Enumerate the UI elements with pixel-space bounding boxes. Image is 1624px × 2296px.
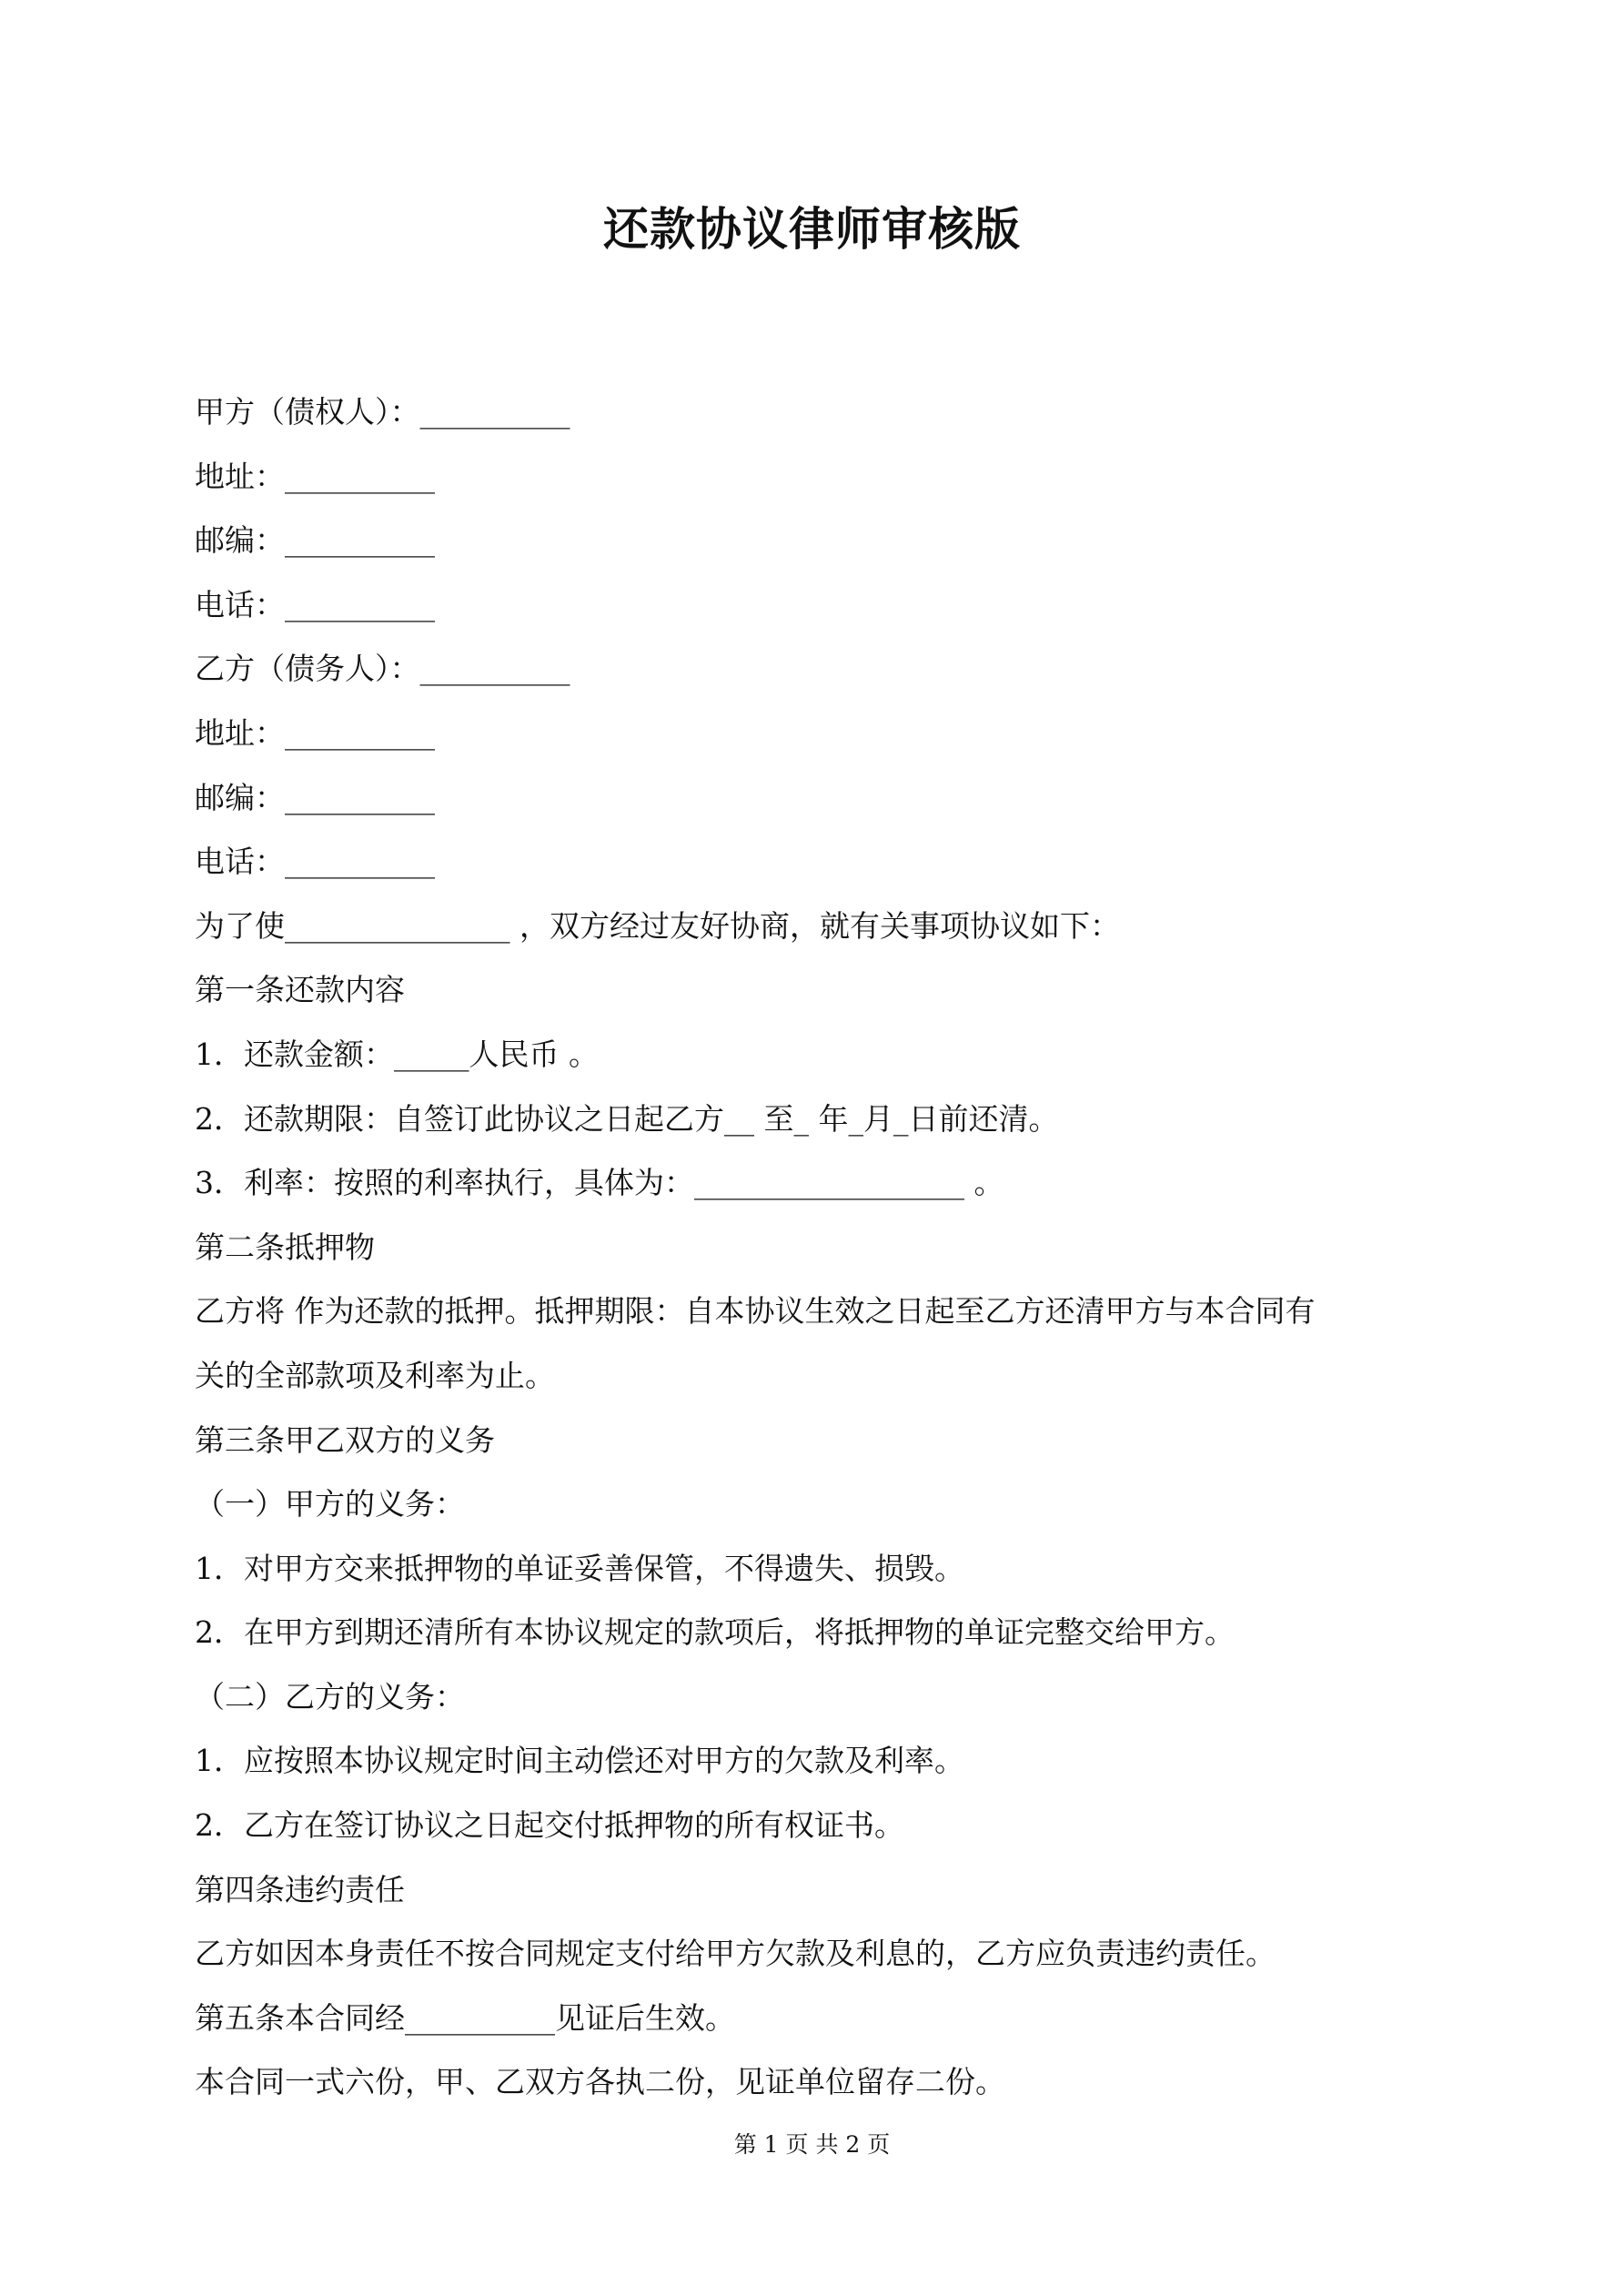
article-4-heading: 第四条违约责任 [195,1871,405,1907]
party-a-duty-1: 1．对甲方交来抵押物的单证妥善保管，不得遗失、损毁。 [195,1550,964,1586]
document-title: 还款协议律师审核版 [603,203,1021,256]
article-4-text: 乙方如因本身责任不按合同规定支付给甲方欠款及利息的，乙方应负责违约责任。 [195,1936,1276,1972]
party-a-address-line: 地址：__________ [195,458,435,494]
page-number-footer: 第 1 页 共 2 页 [733,2131,891,2158]
party-a-phone-line: 电话：__________ [195,586,435,622]
article-1-item-2: 2．还款期限：自签订此协议之日起乙方__ 至_ 年_月_日前还清。 [195,1100,1059,1137]
article-2-text-line-2: 关的全部款项及利率为止。 [195,1357,555,1393]
party-a-duty-2: 2．在甲方到期还清所有本协议规定的款项后，将抵押物的单证完整交给甲方。 [195,1614,1235,1651]
document-body [195,380,1450,2115]
article-2-heading: 第二条抵押物 [195,1229,375,1265]
party-b-phone-line: 电话：__________ [195,844,435,880]
party-a-duties-heading: （一）甲方的义务： [195,1486,465,1522]
party-a-postcode-line: 邮编：__________ [195,522,435,559]
party-a-line: 甲方（债权人）：__________ [195,394,570,430]
article-1-heading: 第一条还款内容 [195,972,405,1008]
article-2-text-line-1: 乙方将 作为还款的抵押。抵押期限：自本协议生效之日起至乙方还清甲方与本合同有 [195,1293,1316,1330]
party-b-duty-1: 1．应按照本协议规定时间主动偿还对甲方的欠款及利率。 [195,1743,964,1779]
party-b-postcode-line: 邮编：__________ [195,779,435,815]
article-5-text: 第五条本合同经__________见证后生效。 [195,1999,735,2036]
party-b-address-line: 地址：__________ [195,714,435,751]
copies-clause: 本合同一式六份，甲、乙双方各执二份，见证单位留存二份。 [195,2064,1005,2100]
article-3-heading: 第三条甲乙双方的义务 [195,1421,495,1458]
article-1-item-1: 1．还款金额：_____人民币 。 [195,1036,599,1072]
party-b-duty-2: 2．乙方在签订协议之日起交付抵押物的所有权证书。 [195,1807,904,1844]
party-b-duties-heading: （二）乙方的义务： [195,1678,465,1714]
article-1-item-3: 3．利率：按照的利率执行，具体为：__________________ 。 [195,1165,1004,1201]
party-b-line: 乙方（债务人）：__________ [195,651,570,687]
preamble-line: 为了使_______________ ，双方经过友好协商，就有关事项协议如下： [195,907,1120,944]
